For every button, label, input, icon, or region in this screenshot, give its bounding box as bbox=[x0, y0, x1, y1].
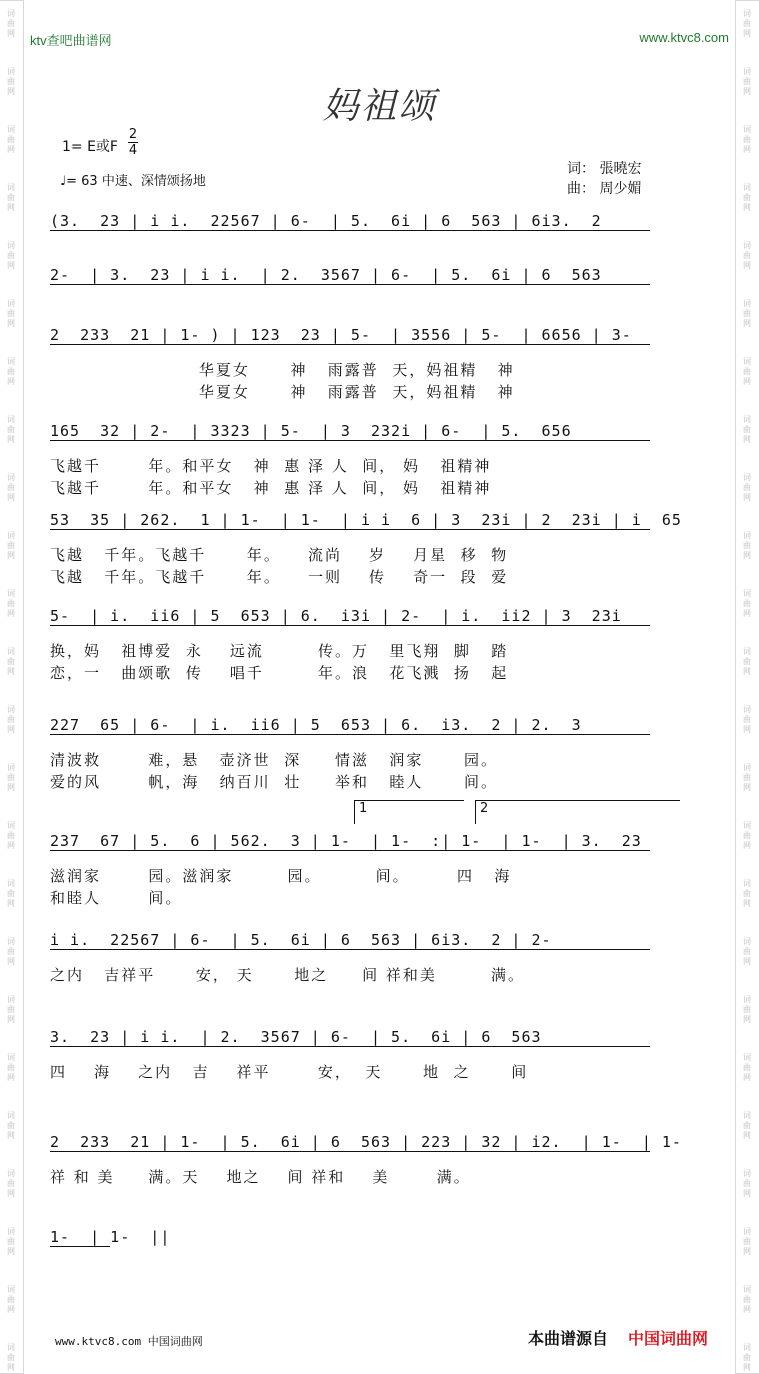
notation-line: 1- | 1- || bbox=[50, 1228, 171, 1246]
side-watermark-mark: 词 曲 网 bbox=[7, 183, 15, 212]
side-watermark-mark: 词 曲 网 bbox=[743, 1169, 751, 1198]
beam-line bbox=[50, 529, 650, 530]
lyric-line-1: 滋润家 园。滋润家 园。 间。 四 海 bbox=[50, 867, 512, 885]
song-title: 妈祖颂 bbox=[322, 86, 437, 127]
beam-line bbox=[50, 230, 650, 231]
side-watermark-mark: 词 曲 网 bbox=[7, 937, 15, 966]
key-signature: 1= E或F bbox=[62, 139, 118, 155]
side-watermark-mark: 词 曲 网 bbox=[7, 995, 15, 1024]
side-watermark-mark: 词 曲 网 bbox=[743, 183, 751, 212]
beam-line bbox=[50, 1151, 650, 1152]
side-watermark-mark: 词 曲 网 bbox=[7, 1169, 15, 1198]
notation-line: 5- | i. ii6 | 5 653 | 6. i3i | 2- | i. ii2 | 3 23i bbox=[50, 607, 622, 625]
time-signature-top: 2 bbox=[128, 127, 138, 142]
notation-line: 2- | 3. 23 | i i. | 2. 3567 | 6- | 5. 6i | 6 563 bbox=[50, 266, 602, 284]
side-watermark-mark: 词 曲 网 bbox=[743, 879, 751, 908]
side-watermark-mark: 词 曲 网 bbox=[7, 415, 15, 444]
lyric-line-1: 飞越千 年。和平女 神 惠 泽 人 间， 妈 祖精神 bbox=[50, 457, 492, 475]
side-watermark-mark: 词 曲 网 bbox=[743, 937, 751, 966]
notation-line: 2 233 21 | 1- | 5. 6i | 6 563 | 223 | 32 | i2. | 1- | 1- bbox=[50, 1133, 682, 1151]
lyricist-credit: 词： 張曉宏 bbox=[567, 161, 642, 177]
beam-line bbox=[50, 734, 650, 735]
beam-line bbox=[50, 625, 650, 626]
volta-first-label: 1 bbox=[359, 801, 368, 816]
notation-line: 237 67 | 5. 6 | 562. 3 | 1- | 1- :| 1- | 1- | 3. 23 bbox=[50, 832, 642, 850]
side-watermark-mark: 词 曲 网 bbox=[743, 1053, 751, 1082]
side-watermark-mark: 词 曲 网 bbox=[7, 473, 15, 502]
time-signature bbox=[128, 128, 138, 157]
side-watermark-mark: 词 曲 网 bbox=[743, 821, 751, 850]
side-watermark-mark: 词 曲 网 bbox=[743, 589, 751, 618]
side-watermark-mark: 词 曲 网 bbox=[743, 125, 751, 154]
side-watermark-mark: 词 曲 网 bbox=[743, 995, 751, 1024]
side-watermark-mark: 词 曲 网 bbox=[743, 1111, 751, 1140]
lyric-line-1: 清波救 难，悬 壶济世 深 情滋 润家 园。 bbox=[50, 751, 498, 769]
volta-first-ending bbox=[354, 800, 464, 824]
footer-site[interactable]: www.ktvc8.com 中国词曲网 bbox=[55, 1335, 203, 1348]
notation-line: 227 65 | 6- | i. ii6 | 5 653 | 6. i3. 2 | 2. 3 bbox=[50, 716, 582, 734]
tempo-marking: ♩= 63 中速、深情颂扬地 bbox=[60, 174, 206, 189]
side-watermark-mark: 词 曲 网 bbox=[7, 357, 15, 386]
right-watermark-strip bbox=[735, 0, 759, 1374]
beam-line bbox=[50, 949, 650, 950]
footer-source-label: 本曲谱源自 bbox=[528, 1329, 609, 1348]
side-watermark-mark: 词 曲 网 bbox=[7, 241, 15, 270]
lyric-line-1: 飞越 千年。飞越千 年。 流尚 岁 月星 移 物 bbox=[50, 546, 509, 564]
beam-line bbox=[50, 440, 650, 441]
lyric-line-2: 华夏女 神 雨露普 天，妈祖精 神 bbox=[50, 383, 515, 401]
side-watermark-mark: 词 曲 网 bbox=[743, 1227, 751, 1256]
side-watermark-mark: 词 曲 网 bbox=[7, 1111, 15, 1140]
side-watermark-mark: 词 曲 网 bbox=[7, 125, 15, 154]
lyric-line-2: 和睦人 间。 bbox=[50, 889, 183, 907]
side-watermark-mark: 词 曲 网 bbox=[7, 1343, 15, 1372]
side-watermark-mark: 词 曲 网 bbox=[7, 647, 15, 676]
lyric-line-1: 四 海 之内 吉 祥平 安， 天 地 之 间 bbox=[50, 1063, 529, 1081]
side-watermark-mark: 词 曲 网 bbox=[7, 1227, 15, 1256]
lyric-line-1: 之内 吉祥平 安， 天 地之 间 祥和美 满。 bbox=[50, 966, 526, 984]
side-watermark-mark: 词 曲 网 bbox=[743, 1285, 751, 1314]
lyric-line-1: 祥 和 美 满。天 地之 间 祥和 美 满。 bbox=[50, 1168, 471, 1186]
side-watermark-mark: 词 曲 网 bbox=[743, 9, 751, 38]
notation-line: 165 32 | 2- | 3323 | 5- | 3 232i | 6- | 5. 656 bbox=[50, 422, 572, 440]
footer-source-name[interactable]: 中国词曲网 bbox=[628, 1329, 709, 1348]
side-watermark-mark: 词 曲 网 bbox=[743, 763, 751, 792]
lyric-line-2: 爱的风 帆，海 纳百川 壮 举和 睦人 间。 bbox=[50, 773, 498, 791]
beam-line bbox=[50, 1046, 650, 1047]
left-watermark-strip bbox=[0, 0, 24, 1374]
volta-second-ending bbox=[475, 800, 680, 824]
side-watermark-mark: 词 曲 网 bbox=[743, 1343, 751, 1372]
side-watermark-mark: 词 曲 网 bbox=[7, 1285, 15, 1314]
side-watermark-mark: 词 曲 网 bbox=[743, 531, 751, 560]
side-watermark-mark: 词 曲 网 bbox=[743, 415, 751, 444]
lyric-line-2: 飞越千 年。和平女 神 惠 泽 人 间， 妈 祖精神 bbox=[50, 479, 492, 497]
side-watermark-mark: 词 曲 网 bbox=[7, 9, 15, 38]
side-watermark-mark: 词 曲 网 bbox=[743, 67, 751, 96]
lyric-line-2: 恋，一 曲颂歌 传 唱千 年。浪 花飞溅 扬 起 bbox=[50, 664, 509, 682]
beam-line bbox=[50, 344, 650, 345]
side-watermark-mark: 词 曲 网 bbox=[7, 879, 15, 908]
lyric-line-1: 华夏女 神 雨露普 天，妈祖精 神 bbox=[50, 361, 515, 379]
side-watermark-mark: 词 曲 网 bbox=[7, 821, 15, 850]
side-watermark-mark: 词 曲 网 bbox=[7, 67, 15, 96]
site-name-left[interactable]: ktv查吧曲谱网 bbox=[30, 33, 112, 48]
side-watermark-mark: 词 曲 网 bbox=[7, 1053, 15, 1082]
beam-line bbox=[50, 850, 650, 851]
beam-line bbox=[50, 1246, 110, 1247]
side-watermark-mark: 词 曲 网 bbox=[743, 473, 751, 502]
side-watermark-mark: 词 曲 网 bbox=[7, 589, 15, 618]
notation-line: i i. 22567 | 6- | 5. 6i | 6 563 | 6i3. 2 | 2- bbox=[50, 931, 552, 949]
side-watermark-mark: 词 曲 网 bbox=[743, 299, 751, 328]
lyric-line-1: 换，妈 祖博爱 永 远流 传。万 里飞翔 脚 踏 bbox=[50, 642, 509, 660]
notation-line: 53 35 | 262. 1 | 1- | 1- | i i 6 | 3 23i | 2 23i | i 65 bbox=[50, 511, 682, 529]
time-signature-bottom: 4 bbox=[128, 143, 138, 158]
site-url-right[interactable]: www.ktvc8.com bbox=[639, 30, 729, 45]
side-watermark-mark: 词 曲 网 bbox=[743, 357, 751, 386]
side-watermark-mark: 词 曲 网 bbox=[743, 705, 751, 734]
side-watermark-mark: 词 曲 网 bbox=[743, 241, 751, 270]
side-watermark-mark: 词 曲 网 bbox=[7, 299, 15, 328]
side-watermark-mark: 词 曲 网 bbox=[7, 705, 15, 734]
side-watermark-mark: 词 曲 网 bbox=[7, 763, 15, 792]
lyric-line-2: 飞越 千年。飞越千 年。 一则 传 奇一 段 爱 bbox=[50, 568, 509, 586]
composer-credit: 曲： 周少媚 bbox=[567, 181, 642, 197]
side-watermark-mark: 词 曲 网 bbox=[7, 531, 15, 560]
footer-source bbox=[528, 1326, 708, 1349]
notation-line: (3. 23 | i i. 22567 | 6- | 5. 6i | 6 563 | 6i3. 2 bbox=[50, 212, 602, 230]
beam-line bbox=[50, 284, 650, 285]
notation-line: 3. 23 | i i. | 2. 3567 | 6- | 5. 6i | 6 563 bbox=[50, 1028, 542, 1046]
volta-second-label: 2 bbox=[480, 801, 489, 816]
notation-line: 2 233 21 | 1- ) | 123 23 | 5- | 3556 | 5- | 6656 | 3- bbox=[50, 326, 632, 344]
side-watermark-mark: 词 曲 网 bbox=[743, 647, 751, 676]
